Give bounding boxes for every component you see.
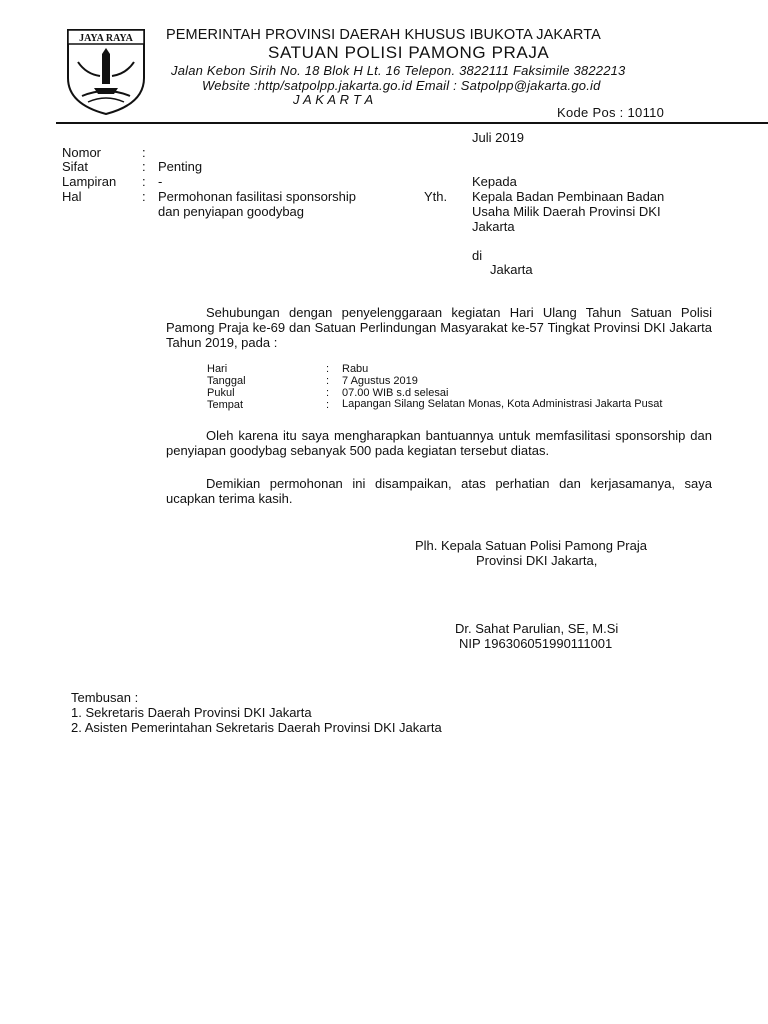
detail-colon: : — [326, 375, 330, 387]
kop-kode-pos: Kode Pos : 10110 — [557, 105, 665, 120]
signature-title-1: Plh. Kepala Satuan Polisi Pamong Praja — [415, 538, 647, 553]
detail-label-tempat: Tempat — [207, 399, 244, 411]
kop-line-1: PEMERINTAH PROVINSI DAERAH KHUSUS IBUKOTA JAKARTA — [166, 27, 601, 43]
detail-value-hari: Rabu — [342, 363, 369, 375]
body-paragraph-3: Demikian permohonan ini disampaikan, atas perhatian dan kerjasamanya, saya ucapkan terima kasih. — [166, 476, 712, 506]
detail-value-tanggal: 7 Agustus 2019 — [342, 375, 418, 387]
logo-text: JAYA RAYA — [79, 33, 133, 44]
recipient-di: di — [472, 248, 483, 263]
letter-date: Juli 2019 — [472, 130, 525, 145]
tembusan-heading: Tembusan : — [71, 690, 139, 705]
recipient-line-1: Kepala Badan Pembinaan Badan — [472, 189, 665, 204]
recipient-yth: Yth. — [424, 189, 448, 204]
detail-value-pukul: 07.00 WIB s.d selesai — [342, 387, 449, 399]
meta-value-sifat: Penting — [158, 159, 203, 174]
meta-colon: : — [142, 159, 146, 174]
tembusan-item-2: 2. Asisten Pemerintahan Sekretaris Daerah Provinsi DKI Jakarta — [71, 720, 442, 735]
recipient-line-3: Jakarta — [472, 219, 515, 234]
jakarta-crest-logo — [64, 26, 148, 116]
detail-colon: : — [326, 387, 330, 399]
recipient-line-2: Usaha Milik Daerah Provinsi DKI — [472, 204, 661, 219]
detail-colon: : — [326, 363, 330, 375]
detail-value-tempat: Lapangan Silang Selatan Monas, Kota Administrasi Jakarta Pusat — [342, 398, 663, 410]
body-paragraph-2: Oleh karena itu saya mengharapkan bantuannya untuk memfasilitasi sponsorship dan penyiapan goodybag sebanyak 500 pada kegiatan tersebut diatas. — [166, 428, 712, 458]
meta-colon: : — [142, 145, 146, 160]
signature-name: Dr. Sahat Parulian, SE, M.Si — [455, 621, 619, 636]
signature-nip: NIP 196306051990111001 — [459, 636, 613, 651]
signature-title-2: Provinsi DKI Jakarta, — [476, 553, 598, 568]
recipient-place: Jakarta — [490, 262, 533, 277]
meta-label-lampiran: Lampiran — [62, 174, 117, 189]
meta-value-hal: Permohonan fasilitasi sponsorship — [158, 189, 356, 204]
kop-website: Website :http/satpolpp.jakarta.go.id Email : Satpolpp@jakarta.go.id — [202, 78, 601, 93]
detail-label-pukul: Pukul — [207, 387, 235, 399]
kop-city: J A K A R T A — [293, 92, 374, 107]
meta-value-hal-2: dan penyiapan goodybag — [158, 204, 305, 219]
meta-label-sifat: Sifat — [62, 159, 89, 174]
meta-colon: : — [142, 189, 146, 204]
recipient-kepada: Kepada — [472, 174, 517, 189]
tembusan-item-1: 1. Sekretaris Daerah Provinsi DKI Jakarta — [71, 705, 312, 720]
detail-label-hari: Hari — [207, 363, 228, 375]
meta-label-hal: Hal — [62, 189, 82, 204]
kop-address: Jalan Kebon Sirih No. 18 Blok H Lt. 16 Telepon. 3822111 Faksimile 3822213 — [171, 63, 626, 78]
detail-colon: : — [326, 399, 330, 411]
letterhead-divider — [56, 122, 768, 124]
meta-value-lampiran: - — [158, 174, 163, 189]
body-paragraph-1: Sehubungan dengan penyelenggaraan kegiatan Hari Ulang Tahun Satuan Polisi Pamong Praja ke-69 dan Satuan Perlindungan Masyarakat ke-57 Tingkat Provinsi DKI Jakarta Tahun 2019, pada : — [166, 305, 712, 350]
meta-label-nomor: Nomor — [62, 145, 102, 160]
meta-colon: : — [142, 174, 146, 189]
kop-line-2: SATUAN POLISI PAMONG PRAJA — [268, 43, 550, 62]
detail-label-tanggal: Tanggal — [207, 375, 246, 387]
